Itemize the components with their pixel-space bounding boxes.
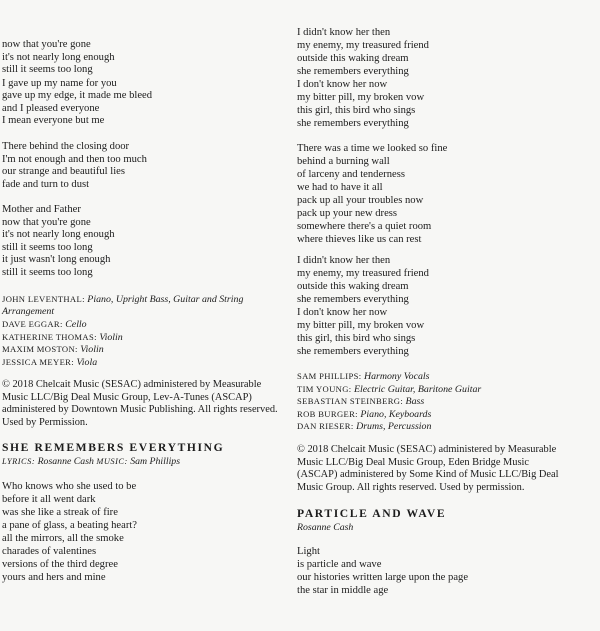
lyric-line: I didn't know her then (297, 27, 391, 38)
lyric-line: my bitter pill, my broken vow (297, 92, 425, 103)
lyric-line: it's not nearly long enough (2, 229, 115, 240)
lyric-line: still it seems too long (2, 64, 93, 75)
lyric-line: versions of the third degree (2, 559, 118, 570)
lyric-line: charades of valentines (2, 546, 97, 557)
lyric-line: a pane of glass, a beating heart? (2, 520, 138, 531)
musician-role: Electric Guitar, Baritone Guitar (353, 383, 482, 395)
musician-role: Violin (99, 331, 123, 343)
lyric-line: now that you're gone (2, 216, 91, 228)
composer-name: Sam Phillips (130, 456, 181, 467)
musician-name: DAVE EGGAR: (2, 319, 63, 329)
lyric-line: gave up my edge, it made me bleed (2, 90, 153, 101)
song-byline (2, 456, 180, 467)
song-byline (297, 522, 353, 533)
lyric-line: our strange and beautiful lies (2, 166, 125, 177)
lyric-line: outside this waking dream (297, 53, 409, 64)
lyric-line: of larceny and tenderness (297, 169, 405, 180)
musician-name: JOHN LEVENTHAL: (2, 294, 85, 304)
lyric-line: this girl, this bird who sings (297, 105, 416, 116)
lyric-line: where thieves like us can rest (297, 234, 422, 245)
credit-line (297, 420, 431, 434)
lyric-line: I don't know her now (297, 307, 388, 318)
lyric-line: the star in middle age (297, 585, 389, 596)
lyric-line: it just wasn't long enough (2, 254, 111, 265)
music-tag: MUSIC: (96, 457, 128, 466)
lyric-line: this girl, this bird who sings (297, 333, 416, 344)
song-title: PARTICLE AND WAVE (297, 507, 447, 520)
lyric-line: yours and hers and mine (2, 572, 106, 583)
musician-name: SEBASTIAN STEINBERG: (297, 396, 404, 406)
lyric-line: she remembers everything (297, 118, 409, 129)
musician-role: Piano, Upright Bass, Guitar and String (87, 294, 244, 305)
lyric-line: still it seems too long (2, 241, 93, 253)
lyric-line: she remembers everything (297, 294, 409, 305)
lyric-line: before it all went dark (2, 494, 96, 505)
lyric-line: There behind the closing door (2, 141, 130, 152)
lyric-line: outside this waking dream (297, 281, 409, 292)
lyric-line: is particle and wave (297, 559, 382, 570)
musician-role: Violin (80, 344, 104, 355)
lyric-line: all the mirrors, all the smoke (2, 533, 124, 544)
lyric-line: still it seems too long (2, 266, 93, 278)
lyric-line: and I pleased everyone (2, 102, 100, 114)
lyric-line: There was a time we looked so fine (297, 143, 448, 154)
credit-line (2, 356, 97, 370)
musician-role: Cello (65, 319, 87, 330)
musician-role: Piano, Keyboards (360, 408, 432, 420)
lyric-line: we had to have it all (297, 182, 383, 193)
musician-name: KATHERINE THOMAS: (2, 331, 97, 342)
lyric-line: my enemy, my treasured friend (297, 40, 429, 51)
musician-name: ROB BURGER: (297, 408, 358, 419)
musician-role: Viola (76, 356, 98, 368)
lyric-line: it's not nearly long enough (2, 51, 115, 63)
copyright-notice: © 2018 Chelcait Music (SESAC) administered by Measurable Music LLC/Big Deal Music Group, Lev-A-Tunes (ASCAP) administered by Downtown Music Publishing. All rights reserved. Used by Permission. (2, 379, 278, 429)
lyric-line: fade and turn to dust (2, 178, 90, 190)
song-title: SHE REMEMBERS EVERYTHING (2, 441, 225, 454)
lyric-line: somewhere there's a quiet room (297, 221, 432, 232)
lyric-line: was she like a streak of fire (2, 507, 118, 518)
lyric-line: Who knows who she used to be (2, 481, 137, 492)
lyric-line: she remembers everything (297, 346, 409, 357)
lyric-line: Mother and Father (2, 204, 81, 215)
credit-line (2, 306, 54, 319)
lyric-line: behind a burning wall (297, 156, 390, 167)
lyric-line: Light (297, 546, 320, 557)
musician-name: SAM PHILLIPS: (297, 371, 362, 381)
lyric-line: I didn't know her then (297, 255, 391, 266)
copyright-notice: © 2018 Chelcait Music (SESAC) administered by Measurable Music LLC/Big Deal Music Group, Eden Bridge Music (ASCAP) administered by Some Kind of Music LLC/Big Deal Music Group. All rights reserved. Used by permission. (297, 444, 559, 494)
musician-role: Bass (405, 396, 425, 407)
lyric-line: pack up your new dress (297, 208, 398, 219)
lyric-line: I'm not enough and then too much (2, 153, 147, 165)
lyric-line: my bitter pill, my broken vow (297, 320, 425, 331)
songwriter-name: Rosanne Cash (297, 522, 354, 533)
lyric-line: I don't know her now (297, 79, 388, 90)
musician-name: MAXIM MOSTON: (2, 344, 78, 354)
lyric-line: now that you're gone (2, 39, 91, 50)
lyric-line: our histories written large upon the page (297, 572, 469, 583)
musician-name: TIM YOUNG: (297, 383, 352, 394)
musician-name: DAN RIESER: (297, 421, 354, 431)
lyric-line: she remembers everything (297, 66, 409, 77)
lyric-line: I mean everyone but me (2, 115, 105, 126)
lyric-line: pack up all your troubles now (297, 195, 424, 206)
lyrics-tag: LYRICS: (2, 457, 36, 466)
musician-role: Drums, Percussion (356, 421, 432, 432)
lyric-line: I gave up my name for you (2, 77, 117, 89)
musician-role: Harmony Vocals (363, 371, 430, 382)
lyricist-name: Rosanne Cash (37, 456, 94, 467)
lyric-line: my enemy, my treasured friend (297, 268, 429, 279)
musician-name: JESSICA MEYER: (2, 356, 74, 367)
musician-role: Arrangement (2, 305, 55, 317)
